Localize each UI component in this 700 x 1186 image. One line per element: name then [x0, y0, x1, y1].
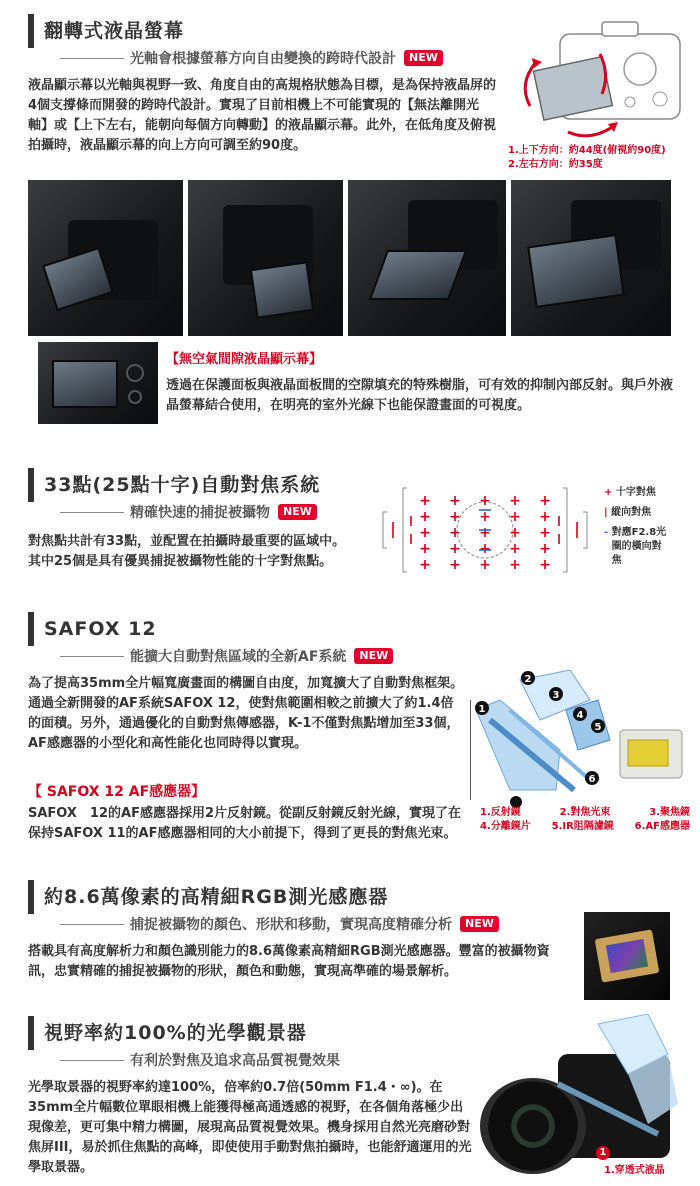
safox-marker: 6: [588, 774, 596, 785]
af-points-diagram: [375, 482, 595, 578]
section-subtitle-viewfinder: 有利於對焦及追求高品質視覺效果: [60, 1050, 340, 1070]
af-cross-point: +: [449, 493, 461, 509]
camera-photo-1: [28, 180, 183, 336]
safox-marker: 2: [524, 674, 532, 685]
viewfinder-legend: 1.穿透式液晶: [604, 1165, 665, 1176]
safox-sensor-description: SAFOX 12的AF感應器採用2片反射鏡。從副反射鏡反射光線，實現了在保持SAFOX 11的AF感應器相同的大小前提下，得到了更長的對焦光束。: [28, 806, 461, 841]
af-cross-point: +: [509, 509, 521, 525]
safox-diagram: [470, 670, 690, 808]
af-cross-point: +: [479, 557, 491, 573]
af-cross-point: +: [509, 557, 521, 573]
section-subtitle-rgb-sensor: 捕捉被攝物的顏色、形狀和移動，實現高度精確分析 NEW: [60, 914, 499, 934]
safox-legend: 1.反射鏡 2.對焦光束 3.聚焦鏡 4.分離鏡片 5.IR阻隔濾鏡 6.AF感應器: [480, 807, 690, 832]
viewfinder-camera-photo: [478, 1014, 690, 1178]
safox-marker: 4: [576, 710, 584, 721]
new-badge: NEW: [460, 916, 499, 932]
af-cross-point: +: [449, 541, 461, 557]
af-cross-point: +: [419, 557, 431, 573]
safox-description: 為了提高35mm全片幅寬廣畫面的構圖自由度，加寬擴大了自動對焦框架。通過全新開發的AF系統SAFOX 12，使對焦範圍相較之前擴大了約1.4倍的面積。另外，通過優化的自動對焦傳感器，K-1不僅對焦點增加至33個，AF感應器的小型化和高性能化也同時得以實現。: [28, 676, 464, 751]
section-subtitle-safox-12: 能擴大自動對焦區域的全新AF系統 NEW: [60, 646, 393, 666]
safox-sensor-title: 【 SAFOX 12 AF感應器】: [28, 784, 206, 800]
af-cross-point: +: [539, 557, 551, 573]
af-legend-cross: + 十字對焦: [604, 487, 656, 498]
af-cross-point: +: [449, 525, 461, 541]
section-title-viewfinder: 視野率約100%的光學觀景器: [28, 1016, 307, 1050]
af-cross-point: +: [479, 525, 491, 541]
flip-lcd-legend-2: 2.左右方向：約35度: [508, 159, 603, 170]
af-cross-point: +: [479, 541, 491, 557]
rgb-sensor-photo: [584, 912, 670, 1000]
af-cross-point: +: [479, 493, 491, 509]
safox-marker: 1: [478, 704, 486, 715]
af-cross-point: +: [449, 557, 461, 573]
new-badge: NEW: [278, 504, 317, 520]
flip-lcd-legend-1: 1.上下方向：約44度(俯視約90度): [508, 145, 666, 156]
af-cross-point: +: [539, 541, 551, 557]
af-legend-vertical: | 縱向對焦: [604, 507, 652, 518]
rgb-sensor-description: 搭載具有高度解析力和顏色識別能力的8.6萬像素高精細RGB測光感應器。豐富的被攝物資訊，忠實精確的捕捉被攝物的形狀，顏色和動態，實現高準確的場景解析。: [28, 944, 550, 979]
camera-photo-2: [188, 180, 343, 336]
af-cross-point: +: [539, 493, 551, 509]
viewfinder-marker: 1: [596, 1146, 610, 1160]
airless-lcd-photo: [38, 342, 158, 424]
airless-lcd-description: 透過在保護面板與液晶面板間的空隙填充的特殊樹脂，可有效的抑制內部反射。與戶外液晶螢幕結合使用，在明亮的室外光線下也能保證畫面的可視度。: [166, 378, 674, 413]
af-legend-f28: - 對應F2.8光圈的橫向對焦: [604, 527, 667, 566]
af-cross-point: +: [419, 541, 431, 557]
new-badge: NEW: [404, 50, 443, 66]
section-title-rgb-sensor: 約8.6萬像素的高精細RGB測光感應器: [28, 880, 388, 914]
flip-lcd-diagram: [510, 14, 690, 144]
viewfinder-light-path: [538, 1014, 688, 1144]
af-cross-point: +: [539, 525, 551, 541]
section-subtitle-flip-lcd: 光軸會根據螢幕方向自由變換的跨時代設計 NEW: [60, 48, 443, 68]
af-cross-point: +: [509, 493, 521, 509]
af-cross-point: +: [419, 525, 431, 541]
af-cross-point: +: [509, 525, 521, 541]
camera-photo-4: [511, 180, 671, 336]
af-points-description: 對焦點共計有33點，並配置在拍攝時最重要的區域中。其中25個是具有優異捕捉被攝物性能的十字對焦點。: [28, 534, 346, 569]
section-title-safox-12: SAFOX 12: [28, 612, 157, 646]
safox-marker: 3: [552, 690, 560, 701]
camera-photo-3: [348, 180, 506, 336]
af-cross-point: +: [479, 509, 491, 525]
af-cross-point: +: [449, 509, 461, 525]
new-badge: NEW: [354, 648, 393, 664]
section-subtitle-33-point-af: 精確快速的捕捉被攝物 NEW: [60, 502, 317, 522]
af-cross-point: +: [539, 509, 551, 525]
safox-marker: 5: [594, 722, 602, 733]
af-cross-point: +: [419, 509, 431, 525]
airless-lcd-title: 【無空氣間隙液晶顯示幕】: [166, 352, 323, 367]
af-cross-point: +: [419, 493, 431, 509]
section-title-flip-lcd: 翻轉式液晶螢幕: [28, 14, 184, 48]
section-title-33-point-af: 33點(25點十字)自動對焦系統: [28, 468, 320, 502]
viewfinder-description: 光學取景器的視野率約達100%，倍率約0.7倍(50mm F1.4・∞)。在35mm全片幅數位單眼相機上能獲得極高通透感的視野，在各個角落極少出現像差，更可集中精力構圖，展現高品質視覺效果。機身採用自然光亮磨砂對焦屏III，易於抓住焦點的高峰，即使使用手動對焦拍攝時，也能舒適運用的光學取景器。: [28, 1080, 472, 1175]
flip-lcd-description: 液晶顯示幕以光軸與視野一致、角度自由的高規格狀態為目標，是為保持液晶屏的4個支撐條而開發的跨時代設計。實現了目前相機上不可能實現的【無法離開光軸】或【上下左右，能朝向每個方向轉動】的液晶顯示幕。此外，在低角度及俯視拍攝時，液晶顯示幕的向上方向可調至約90度。: [28, 78, 497, 153]
af-cross-point: +: [509, 541, 521, 557]
